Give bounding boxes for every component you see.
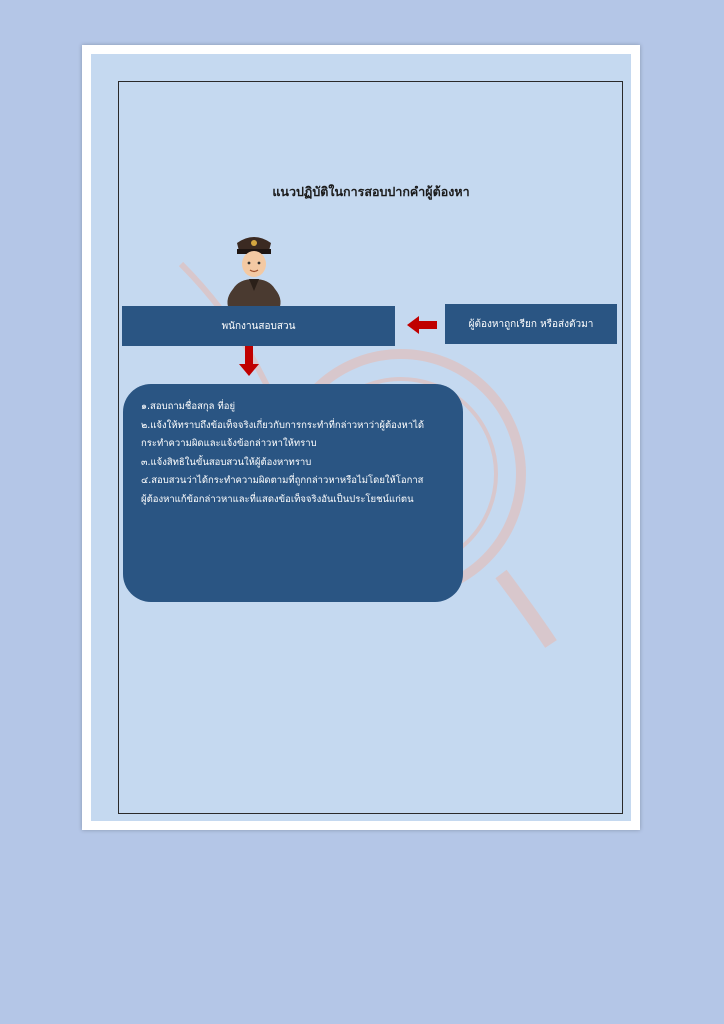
step-4-continued: ผู้ต้องหาแก้ข้อกล่าวหาและที่แสดงข้อเท็จจริงอันเป็นประโยชน์แก่ตน: [141, 493, 414, 505]
investigator-box: [122, 306, 395, 346]
suspect-label: ผู้ต้องหาถูกเรียก หรือส่งตัวมา: [468, 318, 594, 330]
page-content-area: [91, 54, 631, 821]
arrow-left-icon: [407, 316, 437, 334]
procedure-steps-box: [123, 384, 463, 602]
suspect-box: [445, 304, 617, 344]
step-2-continued: กระทำความผิดและแจ้งข้อกล่าวหาให้ทราบ: [141, 438, 317, 449]
arrow-down-icon: [239, 346, 259, 376]
investigator-label: พนักงานสอบสวน: [221, 320, 296, 332]
step-3: ๓.แจ้งสิทธิในขั้นสอบสวนให้ผู้ต้องหาทราบ: [141, 456, 312, 468]
step-2: ๒.แจ้งให้ทราบถึงข้อเท็จจริงเกี่ยวกับการกระทำที่กล่าวหาว่าผู้ต้องหาได้: [141, 419, 425, 431]
document-title: แนวปฏิบัติในการสอบปากคำผู้ต้องหา: [272, 184, 470, 199]
police-officer-icon: [219, 231, 289, 317]
step-4: ๔.สอบสวนว่าได้กระทำความผิดตามที่ถูกกล่าวหาหรือไม่โดยให้โอกาส: [141, 475, 424, 486]
step-1: ๑.สอบถามชื่อสกุล ที่อยู่: [141, 401, 236, 412]
document-page: [82, 45, 640, 830]
